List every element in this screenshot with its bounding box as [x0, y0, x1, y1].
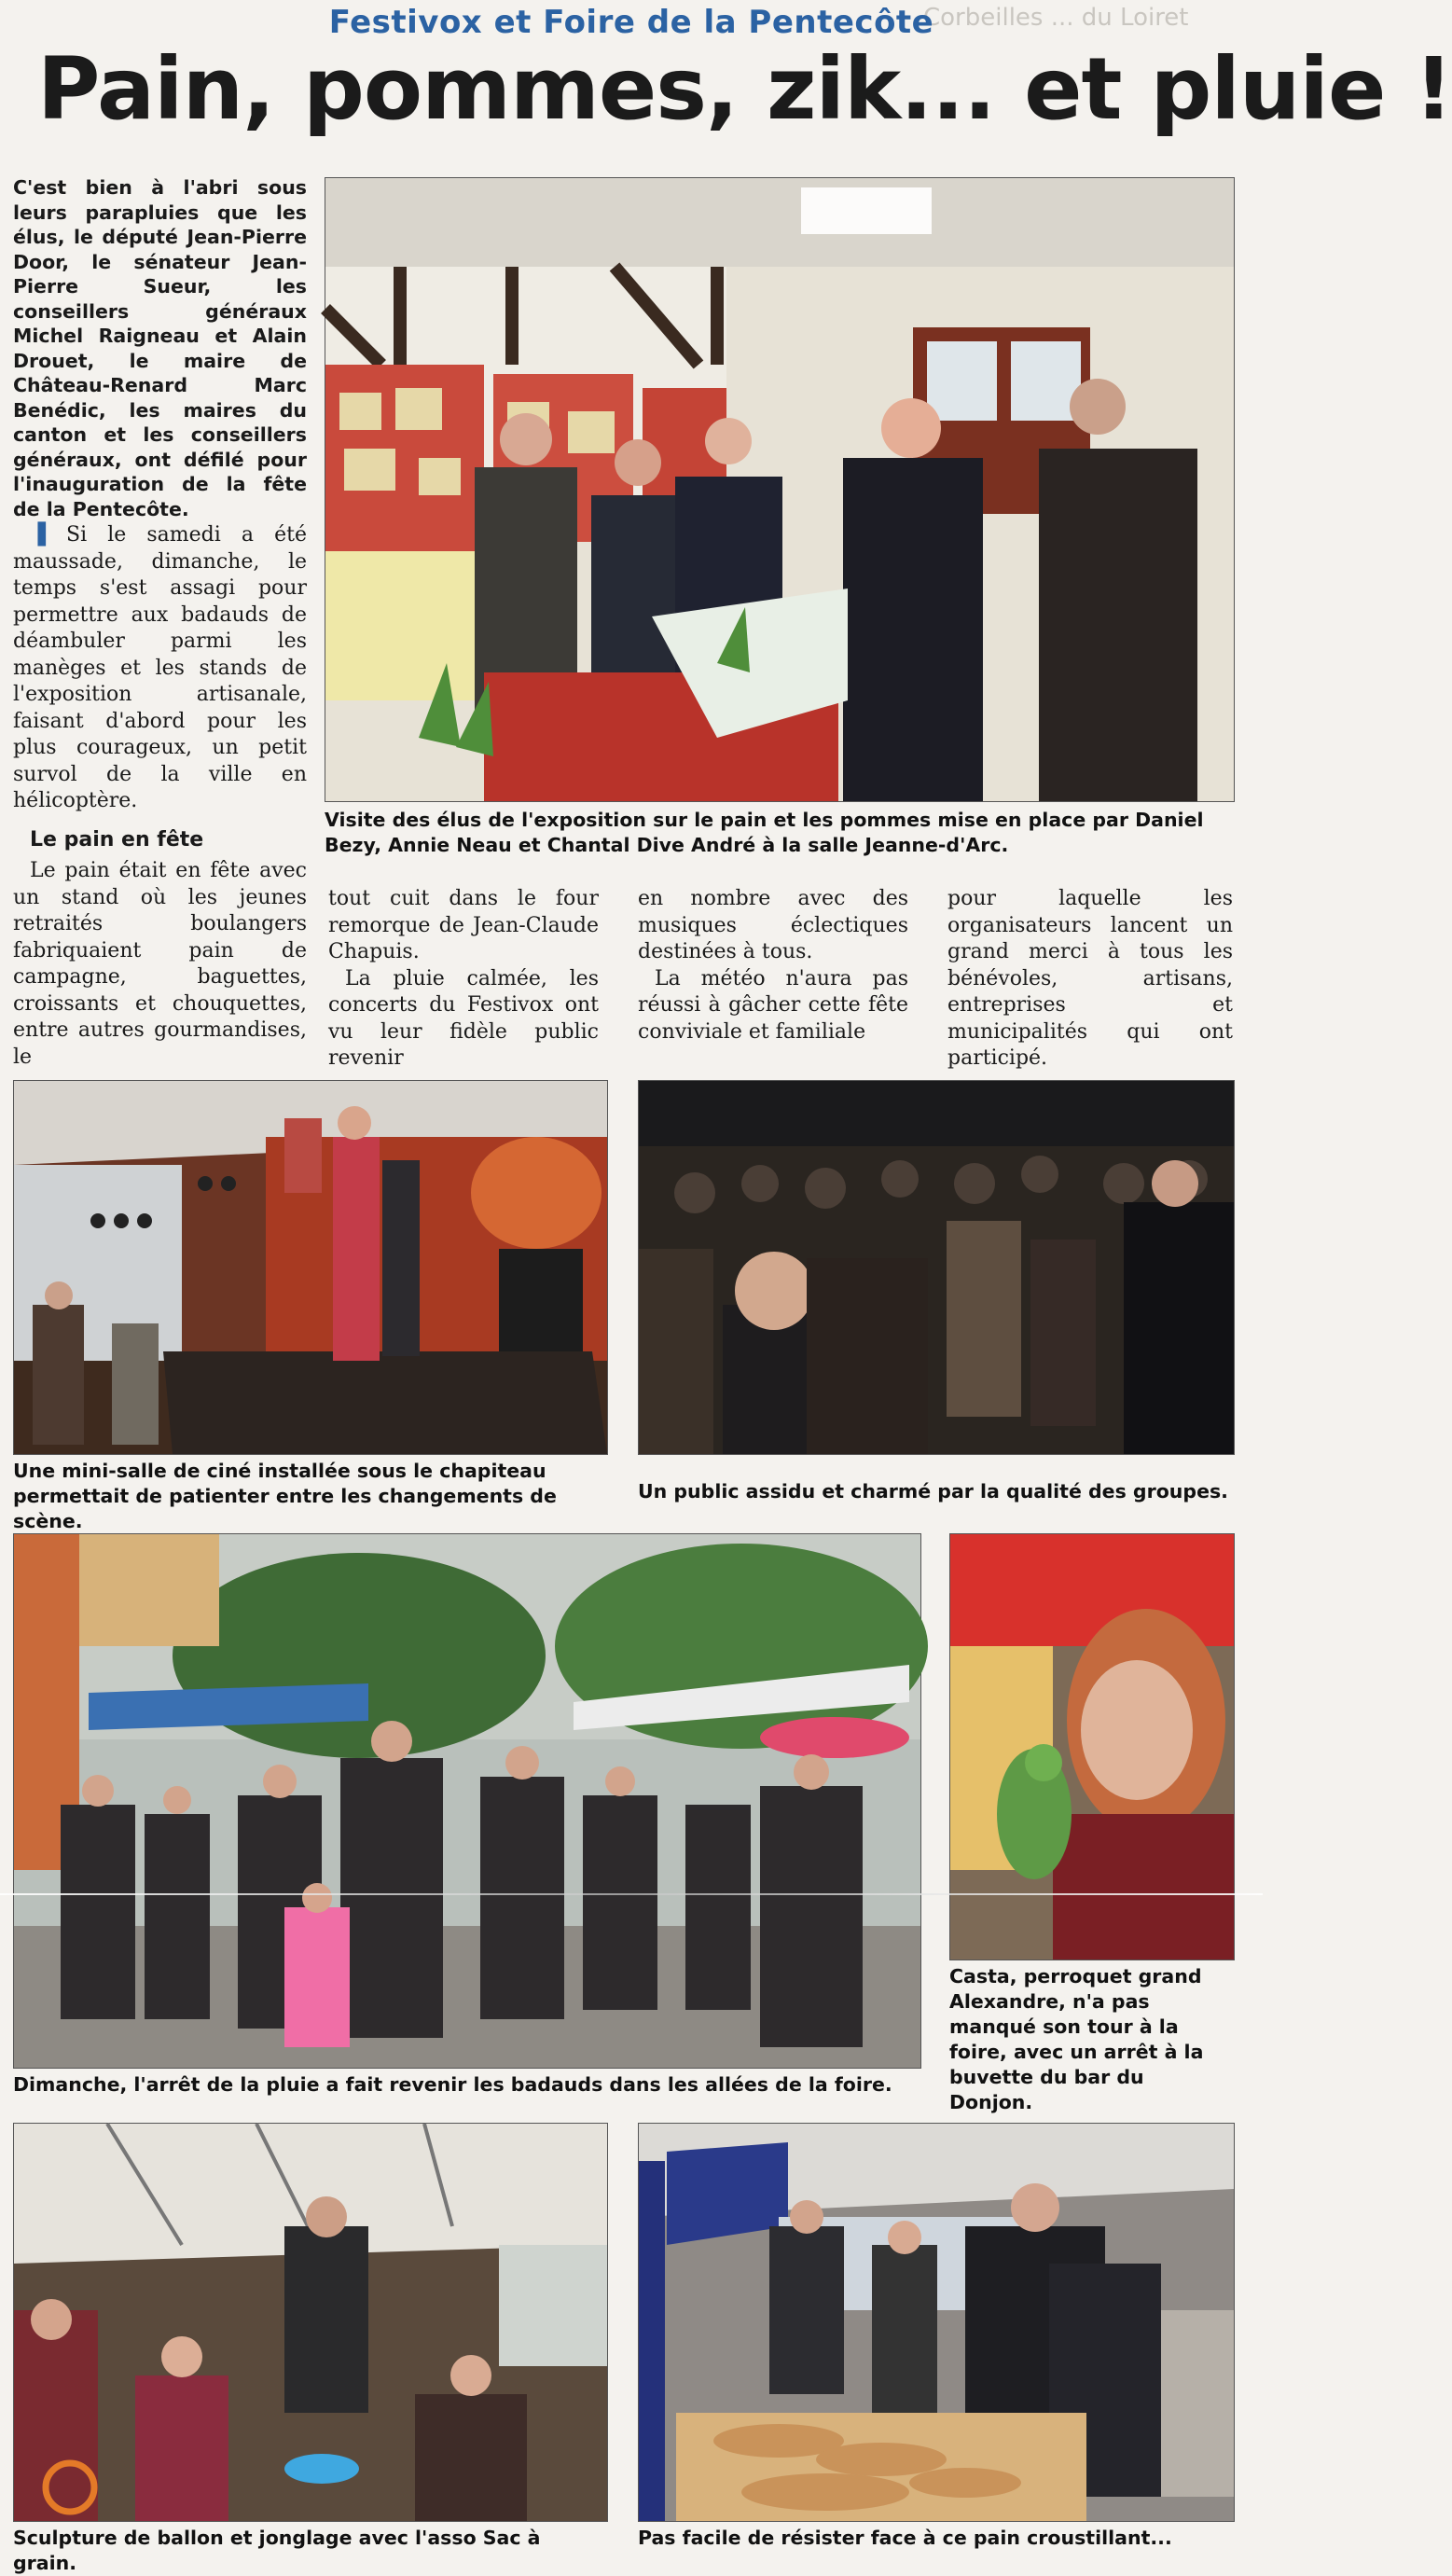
column-2 [328, 886, 599, 1073]
lead-paragraph: C'est bien à l'abri sous leurs parapluies que les élus, le député Jean-Pierre Door, le sénateur Jean-Pierre Sueur, les conseillers généraux Michel Raigneau et Alain Drouet, le maire de Château-Renard Marc Benédic, les maires du canton et les conseillers généraux, ont défilé pour l'inauguration de la fête de la Pentecôte. [13, 176, 307, 520]
photo-parrot [949, 1533, 1235, 1960]
photo-officials [325, 177, 1235, 802]
column-3-para-a: en nombre avec des musiques éclectiques destinées à tous. [638, 887, 908, 963]
caption-crowd: Un public assidu et charmé par la qualité des groupes. [638, 1480, 1228, 1503]
column-4 [947, 886, 1233, 1073]
paper-fold [0, 1893, 1263, 1895]
bleed-text-right: Corbeilles ... du Loiret [923, 4, 1189, 32]
caption-parrot: Casta, perroquet grand Alexandre, n'a pas manqué son tour à la foire, avec un arrêt à la buvette du bar du Donjon. [949, 1965, 1204, 2113]
headline: Pain, pommes, zik... et pluie ! [37, 39, 1452, 139]
caption-balloon: Sculpture de ballon et jonglage avec l'asso Sac à grain. [13, 2527, 541, 2574]
caption-bread: Pas facile de résister face à ce pain croustillant... [638, 2527, 1172, 2549]
photo-crowd [638, 1080, 1235, 1455]
caption-stage: Une mini-salle de ciné installée sous le chapiteau permettait de patienter entre les changements de scène. [13, 1460, 557, 1532]
caption-fair: Dimanche, l'arrêt de la pluie a fait revenir les badauds dans les allées de la foire. [13, 2073, 892, 2096]
photo-balloon [13, 2123, 608, 2522]
paragraph-2: Le pain était en fête avec un stand où les jeunes retraités boulangers fabriquaient pain de campagne, baguettes, croissants et chouquettes, entre autres gourmandises, le [13, 859, 307, 1069]
photo-stage [13, 1080, 608, 1455]
caption-main: Visite des élus de l'exposition sur le pain et les pommes mise en place par Daniel Bezy, Annie Neau et Chantal Dive André à la salle Jeanne-d'Arc. [325, 809, 1204, 856]
photo-fair [13, 1533, 921, 2069]
column-3 [638, 886, 908, 1046]
bullet-icon: ▐ [30, 523, 46, 547]
subhead: Le pain en fête [30, 828, 204, 852]
column-2-para-a: tout cuit dans le four remorque de Jean-Claude Chapuis. [328, 887, 599, 963]
paragraph-1-text: Si le samedi a été maussade, dimanche, le temps s'est assagi pour permettre aux badauds de déambuler parmi les manèges et les stands de l'exposition artisanale, faisant d'abord pour les plus courageux, un petit survol de la ville en hélicoptère. [13, 523, 307, 812]
kicker: Festivox et Foire de la Pentecôte [328, 4, 934, 41]
column-4-para-a: pour laquelle les organisateurs lancent un grand merci à tous les bénévoles, artisans, entreprises et municipalités qui ont participé. [947, 887, 1233, 1070]
column-2-para-b: La pluie calmée, les concerts du Festivox ont vu leur fidèle public revenir [328, 966, 599, 1070]
photo-bread [638, 2123, 1235, 2522]
paragraph-1 [13, 522, 307, 815]
column-3-para-b: La météo n'aura pas réussi à gâcher cette fête conviviale et familiale [638, 966, 908, 1044]
